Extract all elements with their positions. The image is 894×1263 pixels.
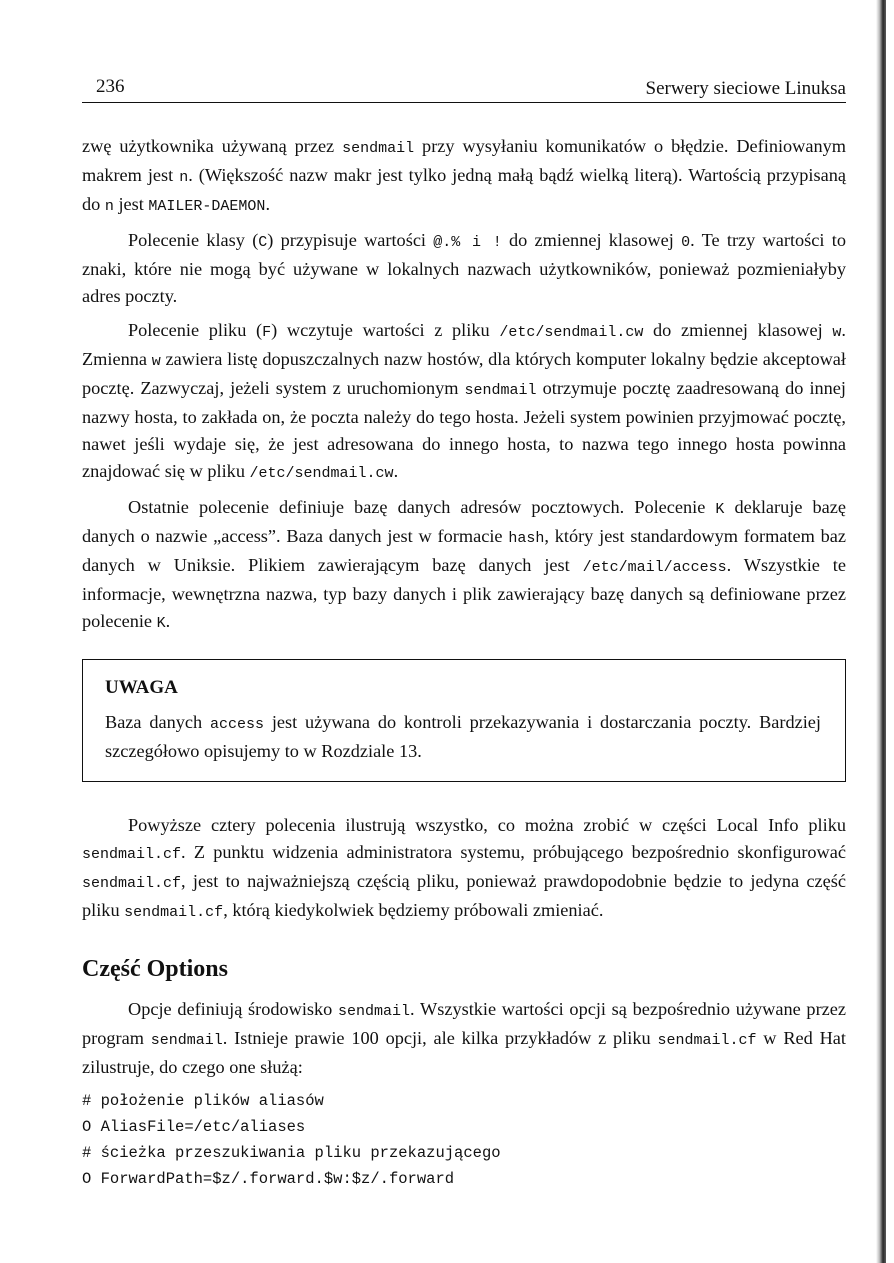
inline-code: w [151,353,161,370]
inline-code: n [179,169,189,186]
page-number: 236 [96,76,125,97]
inline-code: 0 [681,234,691,251]
inline-code: C [258,234,268,251]
code-line: O AliasFile=/etc/aliases [82,1118,306,1136]
inline-code: sendmail [464,382,537,399]
inline-code: hash [508,530,545,547]
section-heading: Część Options [82,956,228,982]
note-body: Baza danych access jest używana do kontroli przekazywania i dostarczania poczty. Bardziej szczegółowo opisujemy to w Rozdziale 13. [105,712,821,761]
inline-code: sendmail [342,140,415,157]
paragraph: Powyższe cztery polecenia ilustrują wszystko, co można zrobić w części Local Info pliku sendmail.cf. Z punktu widzenia administratora systemu, próbującego bezpośrednio skonfigurować sendmail.cf, jest to najważniejszą częścią pliku, ponieważ prawdopodobnie będzie to jedyna część pliku sendmail.cf, którą kiedykolwiek będziemy próbowali zmieniać. [82,815,846,921]
inline-code: w [832,324,842,341]
paragraph: zwę użytkownika używaną przez sendmail przy wysyłaniu komunikatów o błędzie. Definiowanym makrem jest n. (Większość nazw makr jest tylko jedną małą bądź wielką literą). Wartością przypisaną do n jest MAILER-DAEMON. [82,136,847,215]
inline-code: /etc/sendmail.cw [499,324,644,341]
code-line: O ForwardPath=$z/.forward.$w:$z/.forward [82,1170,455,1188]
running-title: Serwery sieciowe Linuksa [645,78,846,99]
code-line: # położenie plików aliasów [82,1092,324,1110]
code-line: # ścieżka przeszukiwania pliku przekazującego [82,1144,501,1162]
inline-code: MAILER-DAEMON [148,198,266,215]
inline-code: K [715,501,725,518]
inline-code: /etc/sendmail.cw [249,465,394,482]
inline-code: n [104,198,114,215]
page-edge-shadow [876,0,886,1263]
inline-code: sendmail.cf [82,846,182,863]
inline-code: sendmail.cf [657,1032,757,1049]
inline-code: sendmail [338,1003,411,1020]
inline-code: sendmail [150,1032,223,1049]
inline-code: /etc/mail/access [582,559,727,576]
inline-code: sendmail.cf [124,904,224,921]
paragraph: Opcje definiują środowisko sendmail. Wszystkie wartości opcji są bezpośrednio używane przez program sendmail. Istnieje prawie 100 opcji, ale kilka przykładów z pliku sendmail.cf w Red Hat zilustruje, do czego one służą: [82,999,846,1077]
paragraph: Polecenie klasy (C) przypisuje wartości @.% i ! do zmiennej klasowej 0. Te trzy wartości to znaki, które nie mogą być używane w lokalnych nazwach użytkowników, ponieważ pozmieniałyby adres poczty. [82,230,846,306]
running-header [82,76,846,103]
inline-code: F [262,324,272,341]
inline-code: @.% i ! [433,234,502,251]
note-box [82,659,846,782]
note-title: UWAGA [105,677,178,698]
code-listing [82,1088,846,1192]
paragraph: Ostatnie polecenie definiuje bazę danych adresów pocztowych. Polecenie K deklaruje bazę danych o nazwie „access”. Baza danych jest w formacie hash, który jest standardowym formatem baz danych w Uniksie. Plikiem zawierającym bazę danych jest /etc/mail/access. Wszystkie te informacje, wewnętrzna nazwa, typ bazy danych i plik zawierający bazę danych są definiowane przez polecenie K. [82,497,846,632]
page-body [82,133,846,1192]
inline-code: access [209,716,264,733]
inline-code: sendmail.cf [82,875,182,892]
paragraph: Polecenie pliku (F) wczytuje wartości z pliku /etc/sendmail.cw do zmiennej klasowej w. Zmienna w zawiera listę dopuszczalnych nazw hostów, dla których komputer lokalny będzie akceptował pocztę. Zazwyczaj, jeżeli system z uruchomionym sendmail otrzymuje pocztę zaadresowaną do innej nazwy hosta, to zakłada on, że poczta należy do tego hosta. Jeżeli system powinien przyjmować pocztę, nawet jeśli wydaje się, że jest adresowana do innego hosta, to nazwa tego innego hosta powinna znajdować się w pliku /etc/sendmail.cw. [82,320,847,482]
inline-code: K [156,615,166,632]
